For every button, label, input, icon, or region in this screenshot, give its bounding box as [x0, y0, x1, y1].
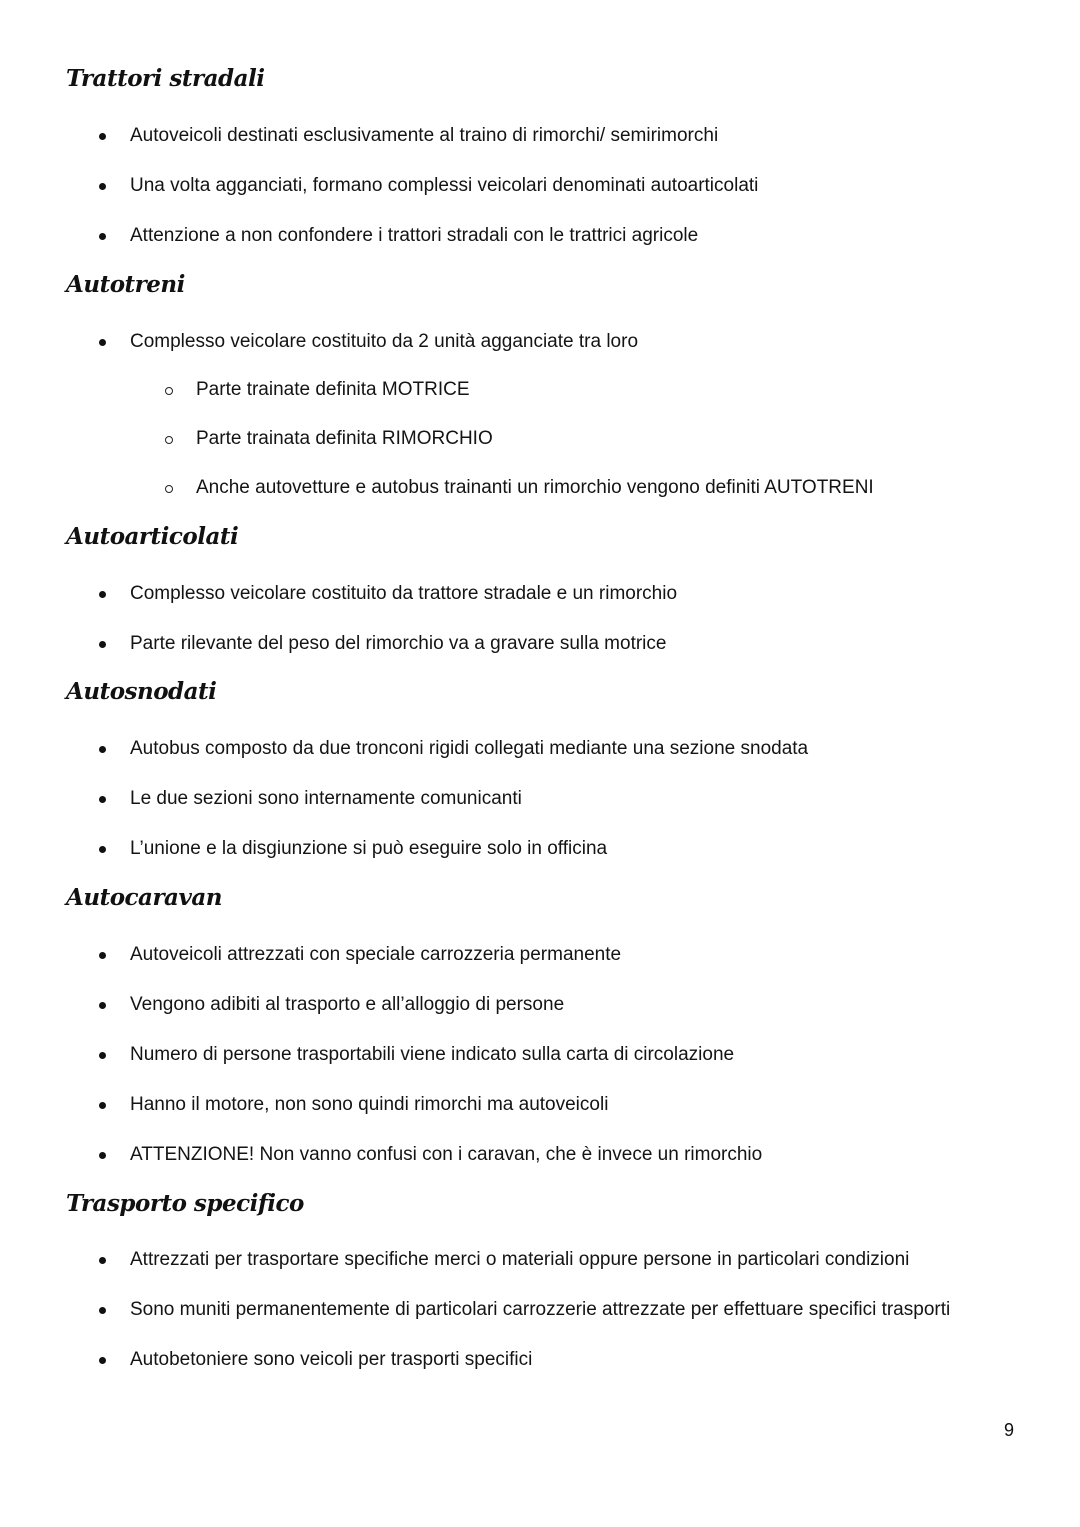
- hollow-bullet-icon: [165, 485, 173, 493]
- bullet-text: Le due sezioni sono internamente comunicanti: [130, 788, 522, 809]
- bullet-item: [130, 1042, 734, 1068]
- bullet-icon: [99, 1357, 106, 1364]
- bullet-text: Una volta agganciati, formano complessi veicolari denominati autoarticolati: [130, 175, 759, 196]
- bullet-item: [130, 942, 621, 968]
- bullet-icon: [99, 1307, 106, 1314]
- bullet-item: [130, 1142, 762, 1168]
- bullet-text: Autobetoniere sono veicoli per trasporti specifici: [130, 1349, 533, 1370]
- bullet-text: Numero di persone trasportabili viene indicato sulla carta di circolazione: [130, 1044, 735, 1065]
- bullet-item: [130, 1347, 532, 1373]
- bullet-text: Sono muniti permanentemente di particolari carrozzerie attrezzate per effettuare specifici trasporti: [130, 1299, 951, 1320]
- bullet-item: [130, 581, 677, 607]
- section-heading-autocaravan: Autocaravan: [66, 884, 222, 911]
- bullet-text: Attenzione a non confondere i trattori stradali con le trattrici agricole: [130, 225, 699, 246]
- bullet-icon: [99, 339, 106, 346]
- bullet-text: Autoveicoli attrezzati con speciale carrozzeria permanente: [130, 944, 622, 965]
- bullet-item: [130, 123, 718, 149]
- sub-bullet-text: Parte trainata definita RIMORCHIO: [196, 428, 493, 449]
- bullet-item: [130, 1297, 950, 1323]
- bullet-icon: [99, 641, 106, 648]
- bullet-icon: [99, 233, 106, 240]
- bullet-icon: [99, 1052, 106, 1059]
- sub-bullet-text: Anche autovetture e autobus trainanti un rimorchio vengono definiti AUTOTRENI: [196, 477, 874, 498]
- bullet-text: L’unione e la disgiunzione si può eseguire solo in officina: [130, 838, 608, 859]
- bullet-icon: [99, 133, 106, 140]
- bullet-item: [130, 1092, 608, 1118]
- bullet-text: Complesso veicolare costituito da 2 unità agganciate tra loro: [130, 331, 639, 352]
- bullet-item: [130, 836, 607, 862]
- bullet-icon: [99, 1102, 106, 1109]
- hollow-bullet-icon: [165, 436, 173, 444]
- bullet-text: Hanno il motore, non sono quindi rimorchi ma autoveicoli: [130, 1094, 609, 1115]
- sub-bullet-item: [196, 426, 493, 452]
- bullet-text: ATTENZIONE! Non vanno confusi con i caravan, che è invece un rimorchio: [130, 1144, 763, 1165]
- section-heading-trasporto-specifico: Trasporto specifico: [66, 1190, 304, 1217]
- bullet-item: [130, 786, 522, 812]
- section-heading-autoarticolati: Autoarticolati: [66, 523, 239, 550]
- bullet-text: Parte rilevante del peso del rimorchio va a gravare sulla motrice: [130, 633, 667, 654]
- sub-bullet-text: Parte trainate definita MOTRICE: [196, 379, 470, 400]
- sub-bullet-item: [196, 377, 470, 403]
- bullet-item: [130, 992, 564, 1018]
- hollow-bullet-icon: [165, 387, 173, 395]
- bullet-item: [130, 329, 638, 355]
- bullet-text: Autobus composto da due tronconi rigidi collegati mediante una sezione snodata: [130, 738, 809, 759]
- bullet-text: Attrezzati per trasportare specifiche merci o materiali oppure persone in particolari condizioni: [130, 1249, 910, 1270]
- sub-bullet-item: [196, 475, 874, 501]
- section-heading-autotreni: Autotreni: [66, 271, 185, 298]
- page-number: 9: [1003, 1420, 1014, 1440]
- bullet-text: Vengono adibiti al trasporto e all’alloggio di persone: [130, 994, 565, 1015]
- bullet-item: [130, 1247, 909, 1273]
- bullet-icon: [99, 846, 106, 853]
- bullet-icon: [99, 746, 106, 753]
- bullet-item: [130, 223, 698, 249]
- section-heading-autosnodati: Autosnodati: [66, 678, 217, 705]
- bullet-icon: [99, 1152, 106, 1159]
- bullet-icon: [99, 591, 106, 598]
- bullet-icon: [99, 1257, 106, 1264]
- bullet-icon: [99, 952, 106, 959]
- bullet-item: [130, 173, 758, 199]
- bullet-icon: [99, 183, 106, 190]
- bullet-text: Autoveicoli destinati esclusivamente al traino di rimorchi/ semirimorchi: [130, 125, 719, 146]
- bullet-item: [130, 631, 666, 657]
- bullet-icon: [99, 1002, 106, 1009]
- bullet-icon: [99, 796, 106, 803]
- bullet-text: Complesso veicolare costituito da trattore stradale e un rimorchio: [130, 583, 678, 604]
- bullet-item: [130, 736, 808, 762]
- section-heading-trattori-stradali: Trattori stradali: [66, 65, 265, 92]
